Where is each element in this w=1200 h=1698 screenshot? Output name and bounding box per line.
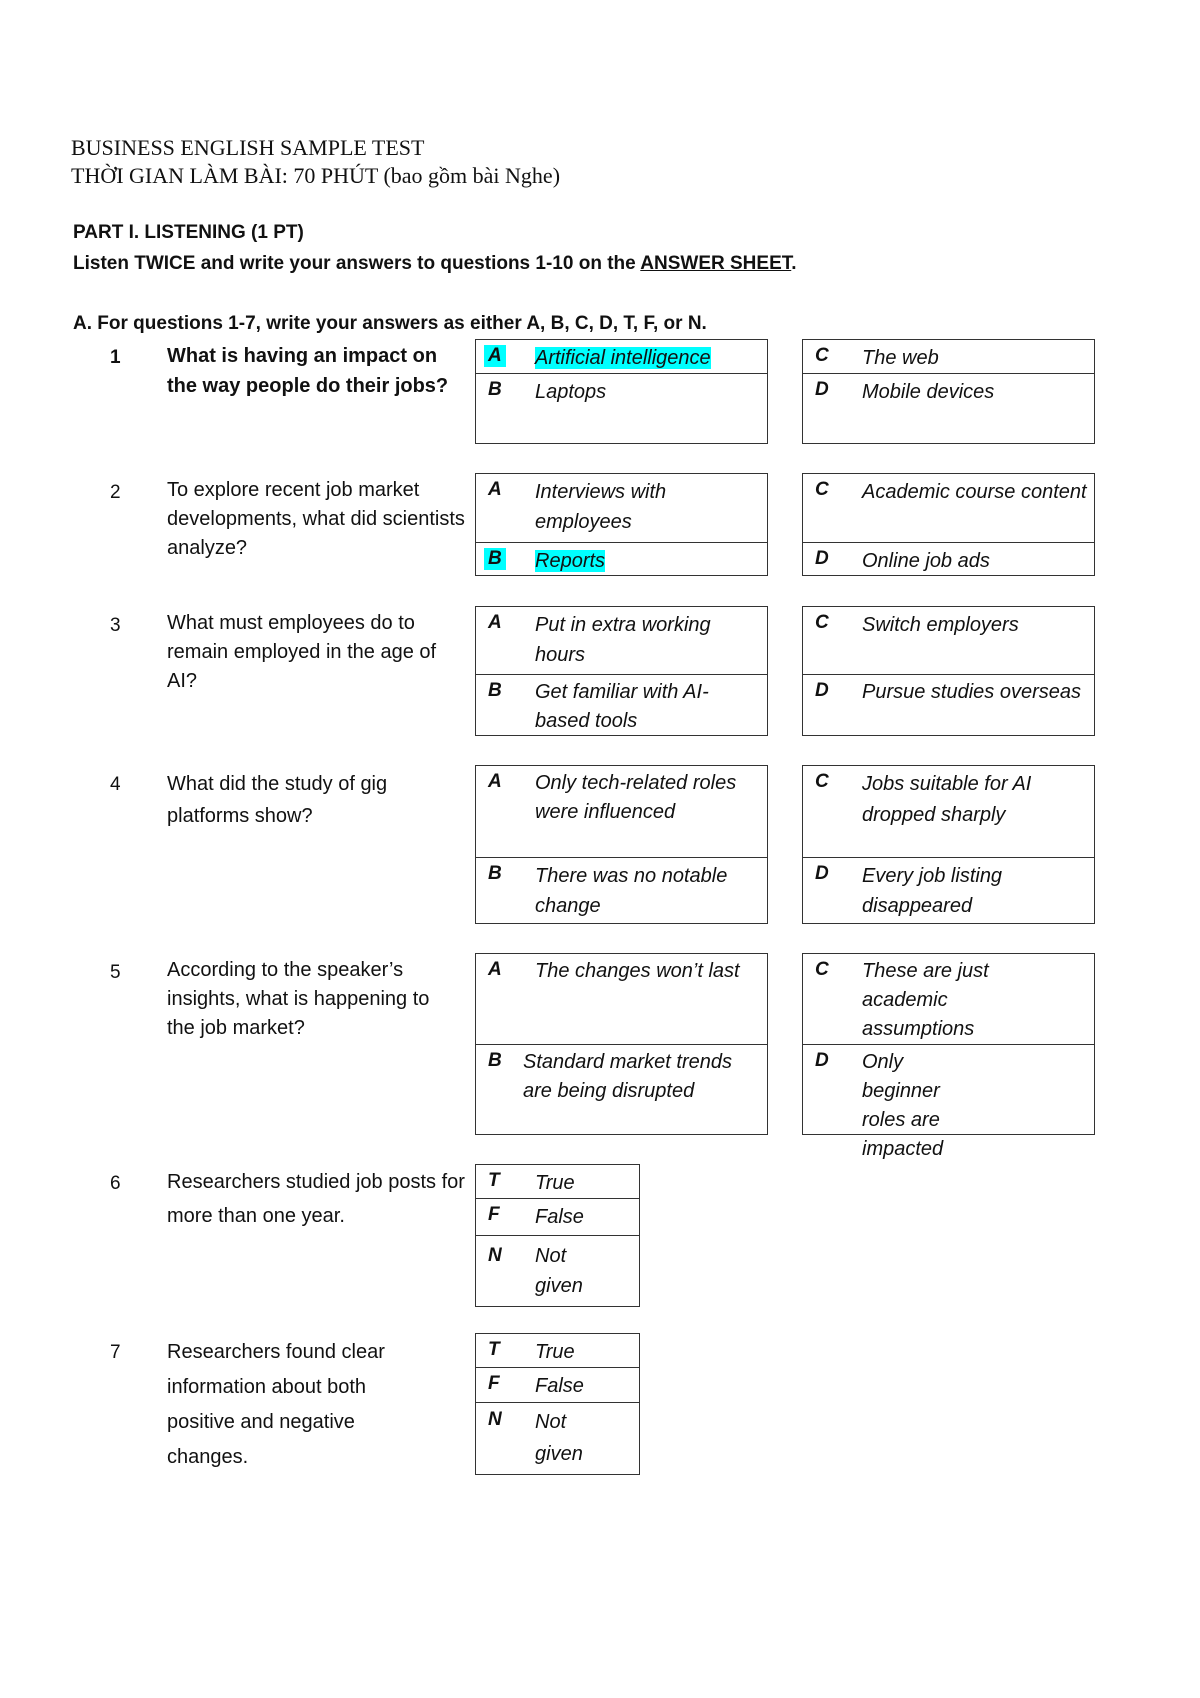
option-letter: D — [815, 1050, 829, 1071]
option-text: Put in extra working hours — [535, 614, 711, 666]
option-letter: F — [488, 1373, 500, 1394]
option-b[interactable] — [476, 1044, 767, 1134]
option-letter: N — [488, 1245, 502, 1266]
option-letter: A — [488, 479, 502, 500]
answer-sheet-link: ANSWER SHEET — [640, 253, 792, 274]
option-d[interactable] — [803, 373, 1094, 443]
option-text: These are just academic assumptions — [862, 960, 989, 1040]
option-letter: B — [488, 379, 502, 400]
option-text: Laptops — [535, 381, 607, 403]
question-number: 6 — [110, 1173, 121, 1194]
option-d[interactable] — [803, 674, 1094, 735]
option-d[interactable] — [803, 542, 1094, 575]
option-a[interactable] — [476, 607, 767, 674]
option-text: Standard market trends are being disrupted — [523, 1051, 732, 1102]
question-text: What is having an impact on the way people do their jobs? — [167, 345, 449, 397]
option-text: False — [535, 1375, 584, 1397]
option-text: Interviews with employees — [535, 481, 667, 533]
option-c[interactable] — [803, 954, 1094, 1044]
option-text: The web — [862, 347, 939, 369]
option-b[interactable] — [476, 674, 767, 735]
options-box-cd — [802, 953, 1095, 1160]
option-letter: T — [488, 1170, 500, 1191]
option-f[interactable] — [476, 1198, 639, 1235]
option-letter: B — [488, 680, 502, 701]
time-line: THỜI GIAN LÀM BÀI: 70 PHÚT (bao gồm bài Nghe) — [71, 163, 561, 188]
question-text: According to the speaker’s insights, what is happening to the job market? — [167, 959, 430, 1039]
option-n[interactable] — [476, 1402, 639, 1474]
option-letter: D — [815, 863, 829, 884]
options-box-cd — [802, 473, 1095, 576]
option-a[interactable] — [476, 954, 767, 1044]
option-letter: D — [815, 680, 829, 701]
option-a[interactable] — [476, 766, 767, 857]
instruction-text: Listen TWICE and write your answers to questions 1-10 on the — [73, 253, 641, 274]
option-text: Online job ads — [862, 550, 990, 572]
question-number: 5 — [110, 962, 121, 983]
option-text: True — [535, 1341, 575, 1363]
option-c[interactable] — [803, 474, 1094, 542]
option-letter: B — [488, 1050, 502, 1071]
option-text: Every job listing disappeared — [862, 865, 1003, 917]
question-number: 7 — [110, 1342, 121, 1363]
option-letter: A — [488, 612, 502, 633]
option-letter: A — [484, 345, 506, 367]
question-text: Researchers studied job posts for more than one year. — [167, 1171, 465, 1227]
option-c[interactable] — [803, 766, 1094, 857]
part-instruction — [73, 253, 797, 275]
option-letter: C — [815, 612, 829, 633]
option-f[interactable] — [476, 1367, 639, 1402]
option-text: True — [535, 1172, 575, 1194]
option-letter: C — [815, 479, 829, 500]
option-c[interactable] — [803, 607, 1094, 674]
option-text: Not given — [535, 1411, 583, 1465]
option-n[interactable] — [476, 1235, 639, 1306]
question-number: 3 — [110, 615, 121, 636]
option-text: Only beginner roles are impacted — [862, 1051, 944, 1160]
option-t[interactable] — [476, 1165, 639, 1198]
option-text: Not given — [535, 1245, 583, 1297]
option-letter: A — [488, 771, 502, 792]
options-box-tfn — [475, 1333, 640, 1475]
question-number: 4 — [110, 774, 121, 795]
option-letter: N — [488, 1409, 502, 1430]
option-a[interactable] — [476, 474, 767, 542]
option-text: The changes won’t last — [535, 960, 740, 982]
test-title: BUSINESS ENGLISH SAMPLE TEST — [71, 135, 425, 160]
option-text: Artificial intelligence — [535, 347, 711, 369]
question-number: 2 — [110, 482, 121, 503]
option-text: Reports — [535, 550, 606, 572]
option-t[interactable] — [476, 1334, 639, 1367]
option-text: Pursue studies overseas — [862, 681, 1082, 703]
options-box-ab — [475, 765, 768, 924]
option-letter: C — [815, 959, 829, 980]
question-text: What must employees do to remain employed in the age of AI? — [167, 612, 437, 692]
options-box-ab — [475, 339, 768, 444]
option-text: Mobile devices — [862, 381, 995, 403]
question-text: What did the study of gig platforms show? — [167, 773, 388, 827]
option-letter: B — [484, 548, 506, 570]
option-text: There was no notable change — [535, 865, 728, 917]
option-text: False — [535, 1206, 584, 1228]
options-box-ab — [475, 953, 768, 1135]
options-box-cd — [802, 339, 1095, 444]
option-d[interactable] — [803, 857, 1094, 923]
section-a-instruction: A. For questions 1-7, write your answers as either A, B, C, D, T, F, or N. — [73, 313, 707, 334]
option-a[interactable] — [476, 340, 767, 373]
option-text: Academic course content — [862, 481, 1087, 503]
option-b[interactable] — [476, 542, 767, 575]
options-box-ab — [475, 606, 768, 736]
option-letter: D — [815, 548, 829, 569]
options-box-ab — [475, 473, 768, 576]
option-letter: C — [815, 345, 829, 366]
question-text: Researchers found clear information about both positive and negative changes. — [167, 1341, 385, 1468]
part-title: PART I. LISTENING (1 PT) — [73, 222, 304, 243]
option-b[interactable] — [476, 857, 767, 923]
option-letter: B — [488, 863, 502, 884]
question-number: 1 — [110, 347, 121, 368]
option-b[interactable] — [476, 373, 767, 443]
question-text: To explore recent job market developments, what did scientists analyze? — [167, 479, 465, 559]
option-letter: T — [488, 1339, 500, 1360]
option-text: Only tech-related roles were influenced — [535, 772, 737, 823]
instruction-end: . — [791, 253, 797, 274]
option-text: Jobs suitable for AI dropped sharply — [862, 773, 1032, 826]
option-text: Get familiar with AI-based tools — [535, 681, 709, 732]
options-box-cd — [802, 765, 1095, 924]
option-letter: D — [815, 379, 829, 400]
option-c[interactable] — [803, 340, 1094, 373]
option-d[interactable] — [803, 1044, 1094, 1160]
option-letter: A — [488, 959, 502, 980]
option-text: Switch employers — [862, 614, 1019, 636]
options-box-cd — [802, 606, 1095, 736]
options-box-tfn — [475, 1164, 640, 1307]
option-letter: F — [488, 1204, 500, 1225]
option-letter: C — [815, 771, 829, 792]
